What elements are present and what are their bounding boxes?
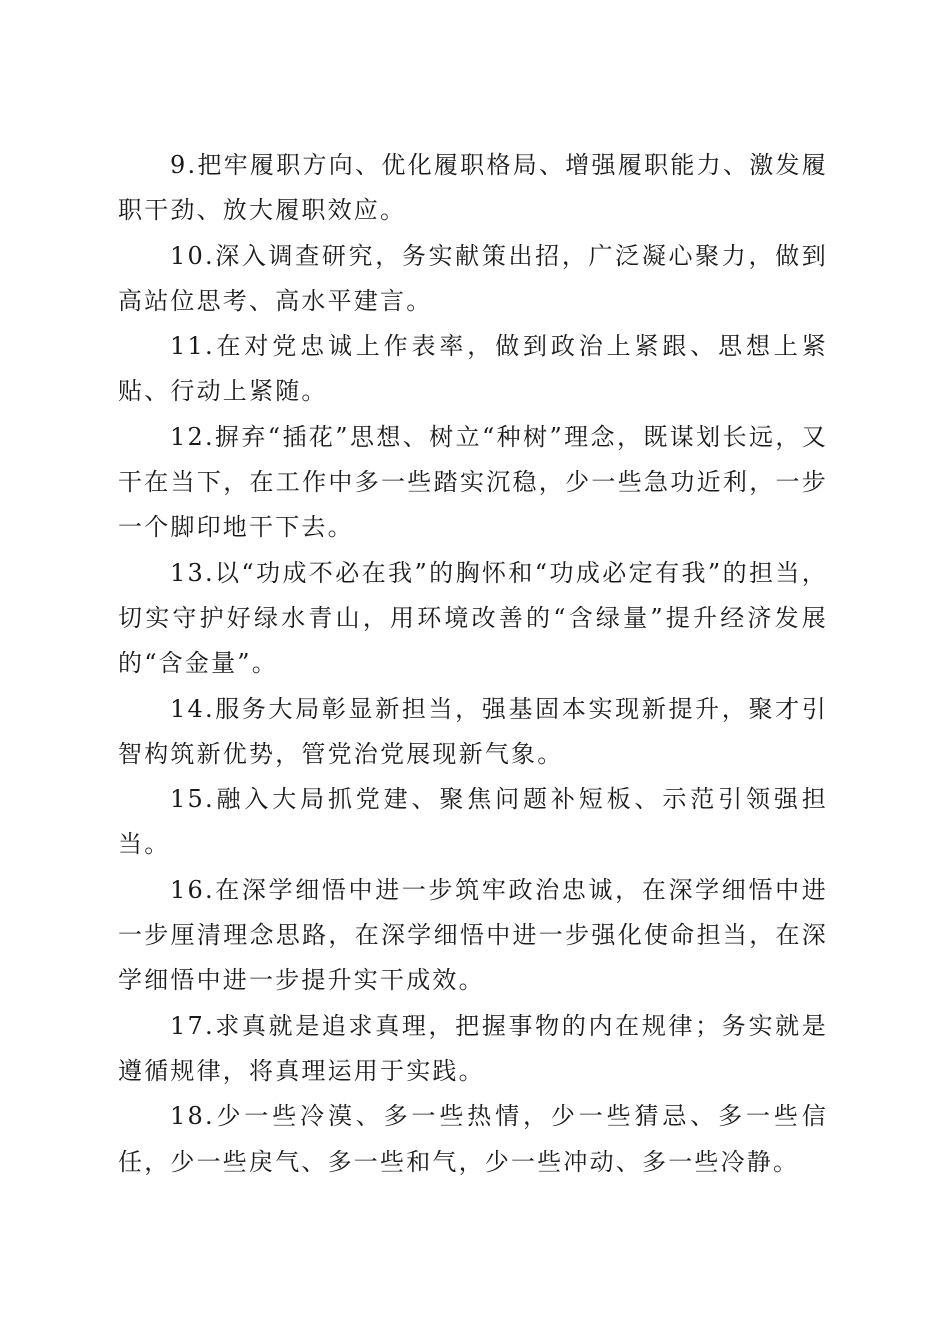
paragraph-item-15: 15.融入大局抓党建、聚焦问题补短板、示范引领强担当。 (118, 785, 828, 859)
paragraph-item-9: 9.把牢履职方向、优化履职格局、增强履职能力、激发履职干劲、放大履职效应。 (118, 151, 828, 225)
paragraph-item-12: 12.摒弃“插花”思想、树立“种树”理念，既谋划长远，又干在当下，在工作中多一些踏实沉稳，少一些急功近利，一步一个脚印地干下去。 (118, 422, 828, 542)
paragraph-item-13: 13.以“功成不必在我”的胸怀和“功成必定有我”的担当，切实守护好绿水青山，用环境改善的“含绿量”提升经济发展的“含金量”。 (118, 558, 828, 678)
paragraph-item-11: 11.在对党忠诚上作表率，做到政治上紧跟、思想上紧贴、行动上紧随。 (118, 332, 828, 406)
paragraph-item-10: 10.深入调查研究，务实献策出招，广泛凝心聚力，做到高站位思考、高水平建言。 (118, 241, 828, 315)
paragraph-item-16: 16.在深学细悟中进一步筑牢政治忠诚，在深学细悟中进一步厘清理念思路，在深学细悟中进一步强化使命担当，在深学细悟中进一步提升实干成效。 (118, 875, 828, 995)
document-body (118, 143, 828, 1185)
paragraph-item-17: 17.求真就是追求真理，把握事物的内在规律；务实就是遵循规律，将真理运用于实践。 (118, 1011, 828, 1085)
paragraph-item-14: 14.服务大局彰显新担当，强基固本实现新提升，聚才引智构筑新优势，管党治党展现新气象。 (118, 694, 828, 768)
paragraph-item-18: 18.少一些冷漠、多一些热情，少一些猜忌、多一些信任，少一些戾气、多一些和气，少一些冲动、多一些冷静。 (118, 1102, 828, 1176)
